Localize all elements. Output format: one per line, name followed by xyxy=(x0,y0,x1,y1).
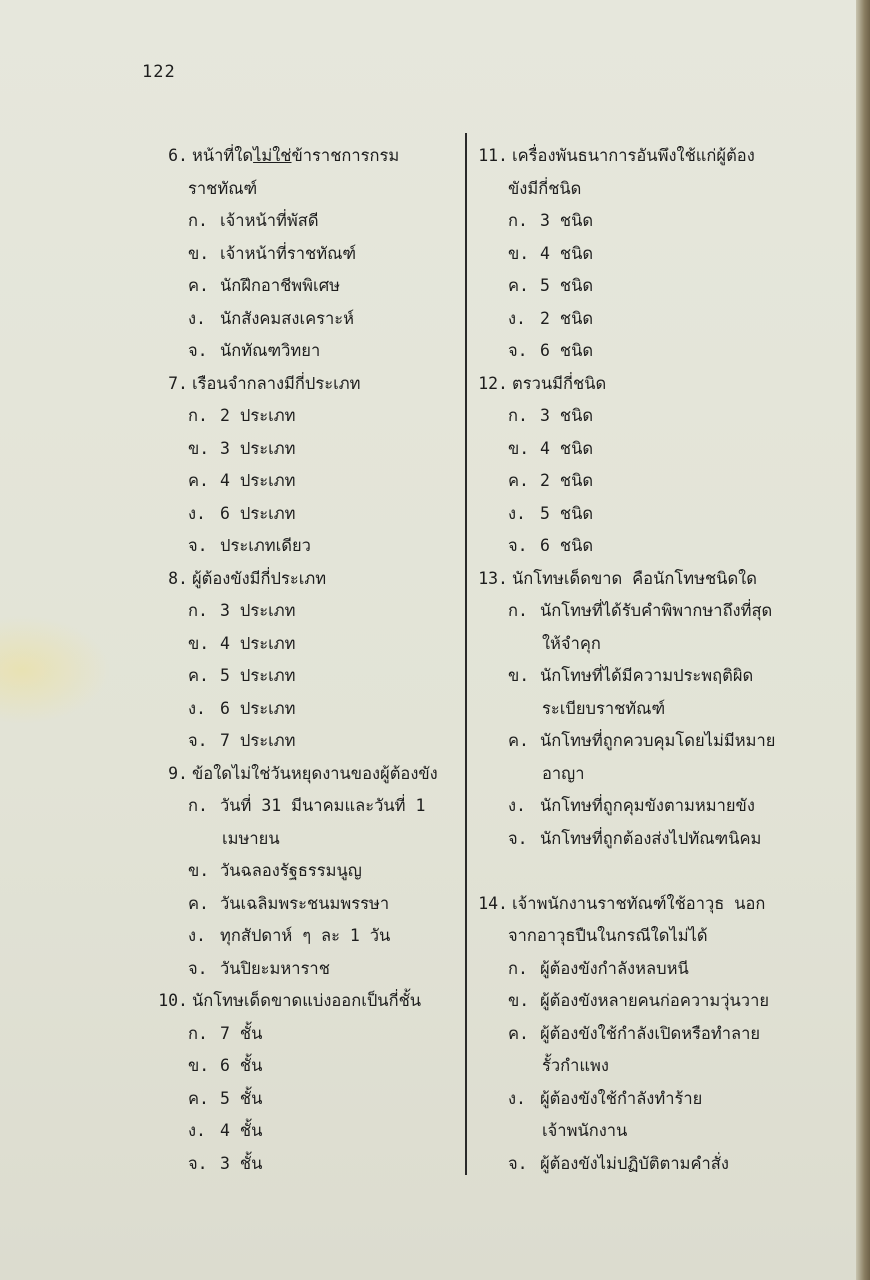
book-edge xyxy=(856,0,870,1280)
option-continuation: เจ้าพนักงาน xyxy=(542,1121,628,1140)
option xyxy=(470,595,815,628)
option-label: ก. xyxy=(188,406,208,425)
option-label: จ. xyxy=(188,1153,208,1173)
option-text: 3 ประเภท xyxy=(220,601,296,620)
option xyxy=(470,465,815,498)
question-number: 14. xyxy=(478,893,508,913)
option xyxy=(150,1083,460,1116)
option xyxy=(150,270,460,303)
option xyxy=(150,1050,460,1083)
option-label: ข. xyxy=(508,666,530,685)
option xyxy=(150,1148,460,1181)
option-label: ค. xyxy=(508,471,529,490)
option-label: ก. xyxy=(188,601,208,620)
option xyxy=(470,823,815,856)
option xyxy=(470,1018,815,1051)
question-text: เรือนจำกลางมีกี่ประเภท xyxy=(192,373,361,393)
option-label: ข. xyxy=(188,1056,210,1075)
option-text: 4 ชั้น xyxy=(220,1121,263,1140)
option-label: ก. xyxy=(188,796,208,815)
option-label: ง. xyxy=(188,698,206,718)
option-text: ประเภทเดียว xyxy=(220,536,311,555)
option-label: จ. xyxy=(508,536,528,555)
option-label: ข. xyxy=(508,243,530,263)
question-text: นักโทษเด็ดขาดแบ่งออกเป็นกี่ชั้น xyxy=(192,991,422,1010)
option-label: ค. xyxy=(188,666,209,685)
option-text: เจ้าหน้าที่ราชทัณฑ์ xyxy=(220,243,357,263)
question-emphasis: ไม่ใช่ xyxy=(253,146,292,165)
option xyxy=(150,1018,460,1051)
option-label: จ. xyxy=(188,958,208,978)
option xyxy=(150,205,460,238)
option-label: ง. xyxy=(188,926,206,945)
option-text: นักสังคมสงเคราะห์ xyxy=(220,308,354,328)
option-text: เจ้าหน้าที่พัสดี xyxy=(220,211,319,230)
option-label: ง. xyxy=(508,796,526,815)
option-label: ง. xyxy=(508,308,526,328)
option xyxy=(150,628,460,661)
option-label: ค. xyxy=(188,1088,209,1108)
question-text: เครื่องพันธนาการอันพึงใช้แก่ผู้ต้อง xyxy=(512,146,755,165)
option xyxy=(470,498,815,531)
option-continuation: รั้วกำแพง xyxy=(542,1056,609,1075)
option xyxy=(470,400,815,433)
option-text: 2 ประเภท xyxy=(220,406,296,425)
option-text: ทุกสัปดาห์ ๆ ละ 1 วัน xyxy=(220,926,391,945)
option-label: ก. xyxy=(508,406,528,425)
option xyxy=(470,725,815,758)
question-continuation: ราชทัณฑ์ xyxy=(188,178,258,198)
option-continuation: ให้จำคุก xyxy=(542,633,601,653)
option xyxy=(150,920,460,953)
option xyxy=(150,498,460,531)
option-label: ข. xyxy=(188,861,210,880)
paper-stain xyxy=(0,615,110,725)
option xyxy=(150,693,460,726)
option-text: นักโทษที่ได้มีความประพฤติผิด xyxy=(540,666,754,685)
left-column xyxy=(150,140,460,1180)
option-continuation: เมษายน xyxy=(222,828,280,848)
question-number: 12. xyxy=(478,373,508,393)
option xyxy=(150,855,460,888)
question-text: ผู้ต้องขังมีกี่ประเภท xyxy=(192,568,327,588)
question-text: ตรวนมีกี่ชนิด xyxy=(512,373,607,393)
question-10 xyxy=(150,985,460,1018)
option-label: จ. xyxy=(188,536,208,555)
option xyxy=(150,660,460,693)
option xyxy=(470,303,815,336)
option-label: จ. xyxy=(188,731,208,750)
question-number: 8. xyxy=(168,568,188,588)
option-text: 7 ประเภท xyxy=(220,731,296,750)
option-text: วันเฉลิมพระชนมพรรษา xyxy=(220,893,390,913)
question-9 xyxy=(150,758,460,791)
option-label: ก. xyxy=(188,211,208,230)
question-text: หน้าที่ใด xyxy=(192,146,254,165)
option xyxy=(150,433,460,466)
option-label: ง. xyxy=(188,1121,206,1140)
question-number: 6. xyxy=(168,146,188,165)
option xyxy=(470,270,815,303)
option-text: 5 ชั้น xyxy=(220,1088,263,1108)
option-label: ข. xyxy=(508,991,530,1010)
question-12 xyxy=(470,368,815,401)
option-text: 3 ชั้น xyxy=(220,1153,263,1173)
option-label: จ. xyxy=(188,341,208,360)
option-label: จ. xyxy=(508,341,528,360)
option-label: ก. xyxy=(188,1023,208,1043)
option-label: ค. xyxy=(188,893,209,913)
option-text: ผู้ต้องขังกำลังหลบหนี xyxy=(540,958,689,978)
option xyxy=(470,790,815,823)
option-text: 4 ชนิด xyxy=(540,438,594,458)
option xyxy=(150,725,460,758)
option xyxy=(150,335,460,368)
option-label: ก. xyxy=(508,601,528,620)
question-text: ข้าราชการกรม xyxy=(291,146,400,165)
option-label: ง. xyxy=(508,1088,526,1108)
question-number: 9. xyxy=(168,763,188,783)
option-text: ผู้ต้องขังไม่ปฏิบัติตามคำสั่ง xyxy=(540,1153,729,1173)
option xyxy=(150,953,460,986)
question-continuation: ขังมีกี่ชนิด xyxy=(508,178,582,198)
option-text: นักโทษที่ถูกต้องส่งไปทัณฑนิคม xyxy=(540,828,762,848)
option xyxy=(470,1148,815,1181)
option-text: 6 ชนิด xyxy=(540,341,594,360)
option-text: 7 ชั้น xyxy=(220,1023,263,1043)
option-text: 6 ประเภท xyxy=(220,698,296,718)
option-text: ผู้ต้องขังใช้กำลังเปิดหรือทำลาย xyxy=(540,1023,761,1043)
option xyxy=(470,205,815,238)
option-label: ข. xyxy=(188,633,210,653)
option-label: ง. xyxy=(508,503,526,523)
question-11 xyxy=(470,140,815,173)
question-text: เจ้าพนักงานราชทัณฑ์ใช้อาวุธ นอก xyxy=(512,893,766,913)
option-text: 5 ชนิด xyxy=(540,276,594,295)
option-label: ค. xyxy=(508,276,529,295)
option-text: 6 ประเภท xyxy=(220,503,296,523)
option-label: ค. xyxy=(188,276,209,295)
question-text: นักโทษเด็ดขาด คือนักโทษชนิดใด xyxy=(512,568,757,588)
option-text: นักโทษที่ถูกคุมขังตามหมายขัง xyxy=(540,796,755,815)
option xyxy=(150,1115,460,1148)
question-7 xyxy=(150,368,460,401)
option-text: นักโทษที่ถูกควบคุมโดยไม่มีหมาย xyxy=(540,731,776,750)
option-text: 5 ประเภท xyxy=(220,666,296,685)
option-label: ก. xyxy=(508,211,528,230)
question-text: ข้อใดไม่ใช่วันหยุดงานของผู้ต้องขัง xyxy=(192,763,438,783)
option xyxy=(470,335,815,368)
option xyxy=(150,790,460,823)
option-label: จ. xyxy=(508,828,528,848)
question-13 xyxy=(470,563,815,596)
option xyxy=(150,303,460,336)
option-label: ก. xyxy=(508,958,528,978)
question-8 xyxy=(150,563,460,596)
right-column xyxy=(470,140,815,1180)
question-continuation: จากอาวุธปืนในกรณีใดไม่ได้ xyxy=(508,926,708,945)
option-label: ค. xyxy=(188,471,209,490)
option-text: 3 ประเภท xyxy=(220,438,296,458)
question-number: 13. xyxy=(478,568,508,588)
option xyxy=(470,238,815,271)
option-text: นักฝึกอาชีพพิเศษ xyxy=(220,276,341,295)
question-14 xyxy=(470,888,815,921)
option-continuation: อาญา xyxy=(542,763,585,783)
column-divider xyxy=(465,133,467,1175)
option-label: ง. xyxy=(188,308,206,328)
question-number: 11. xyxy=(478,146,508,165)
option-text: 5 ชนิด xyxy=(540,503,594,523)
option xyxy=(470,1083,815,1116)
question-number: 7. xyxy=(168,373,188,393)
option-text: 4 ประเภท xyxy=(220,633,296,653)
question-6 xyxy=(150,140,460,173)
option-text: 6 ชั้น xyxy=(220,1056,263,1075)
option xyxy=(470,660,815,693)
option-text: 2 ชนิด xyxy=(540,308,594,328)
option-continuation: ระเบียบราชทัณฑ์ xyxy=(542,698,666,718)
option-label: ข. xyxy=(188,438,210,458)
option xyxy=(470,530,815,563)
option-label: ค. xyxy=(508,1023,529,1043)
option-text: วันที่ 31 มีนาคมและวันที่ 1 xyxy=(220,796,426,815)
option-text: ผู้ต้องขังใช้กำลังทำร้าย xyxy=(540,1088,703,1108)
page-number: 122 xyxy=(142,62,176,82)
option-text: 4 ประเภท xyxy=(220,471,296,490)
option-text: นักทัณฑวิทยา xyxy=(220,341,321,360)
option-label: ง. xyxy=(188,503,206,523)
option-label: ข. xyxy=(508,438,530,458)
option xyxy=(150,530,460,563)
option xyxy=(150,465,460,498)
option-text: 2 ชนิด xyxy=(540,471,594,490)
option xyxy=(470,985,815,1018)
option xyxy=(150,595,460,628)
option xyxy=(150,888,460,921)
option-label: ข. xyxy=(188,243,210,263)
option-text: วันฉลองรัฐธรรมนูญ xyxy=(220,861,362,880)
option xyxy=(470,953,815,986)
option-text: 3 ชนิด xyxy=(540,211,594,230)
option-text: นักโทษที่ได้รับคำพิพากษาถึงที่สุด xyxy=(540,601,773,620)
option xyxy=(150,400,460,433)
option-text: 6 ชนิด xyxy=(540,536,594,555)
option xyxy=(470,433,815,466)
option-text: 4 ชนิด xyxy=(540,243,594,263)
spacer xyxy=(470,855,815,888)
option-text: 3 ชนิด xyxy=(540,406,594,425)
option-label: จ. xyxy=(508,1153,528,1173)
question-number: 10. xyxy=(158,991,188,1010)
option-text: ผู้ต้องขังหลายคนก่อความวุ่นวาย xyxy=(540,991,770,1010)
option-label: ค. xyxy=(508,731,529,750)
option xyxy=(150,238,460,271)
option-text: วันปิยะมหาราช xyxy=(220,958,330,978)
